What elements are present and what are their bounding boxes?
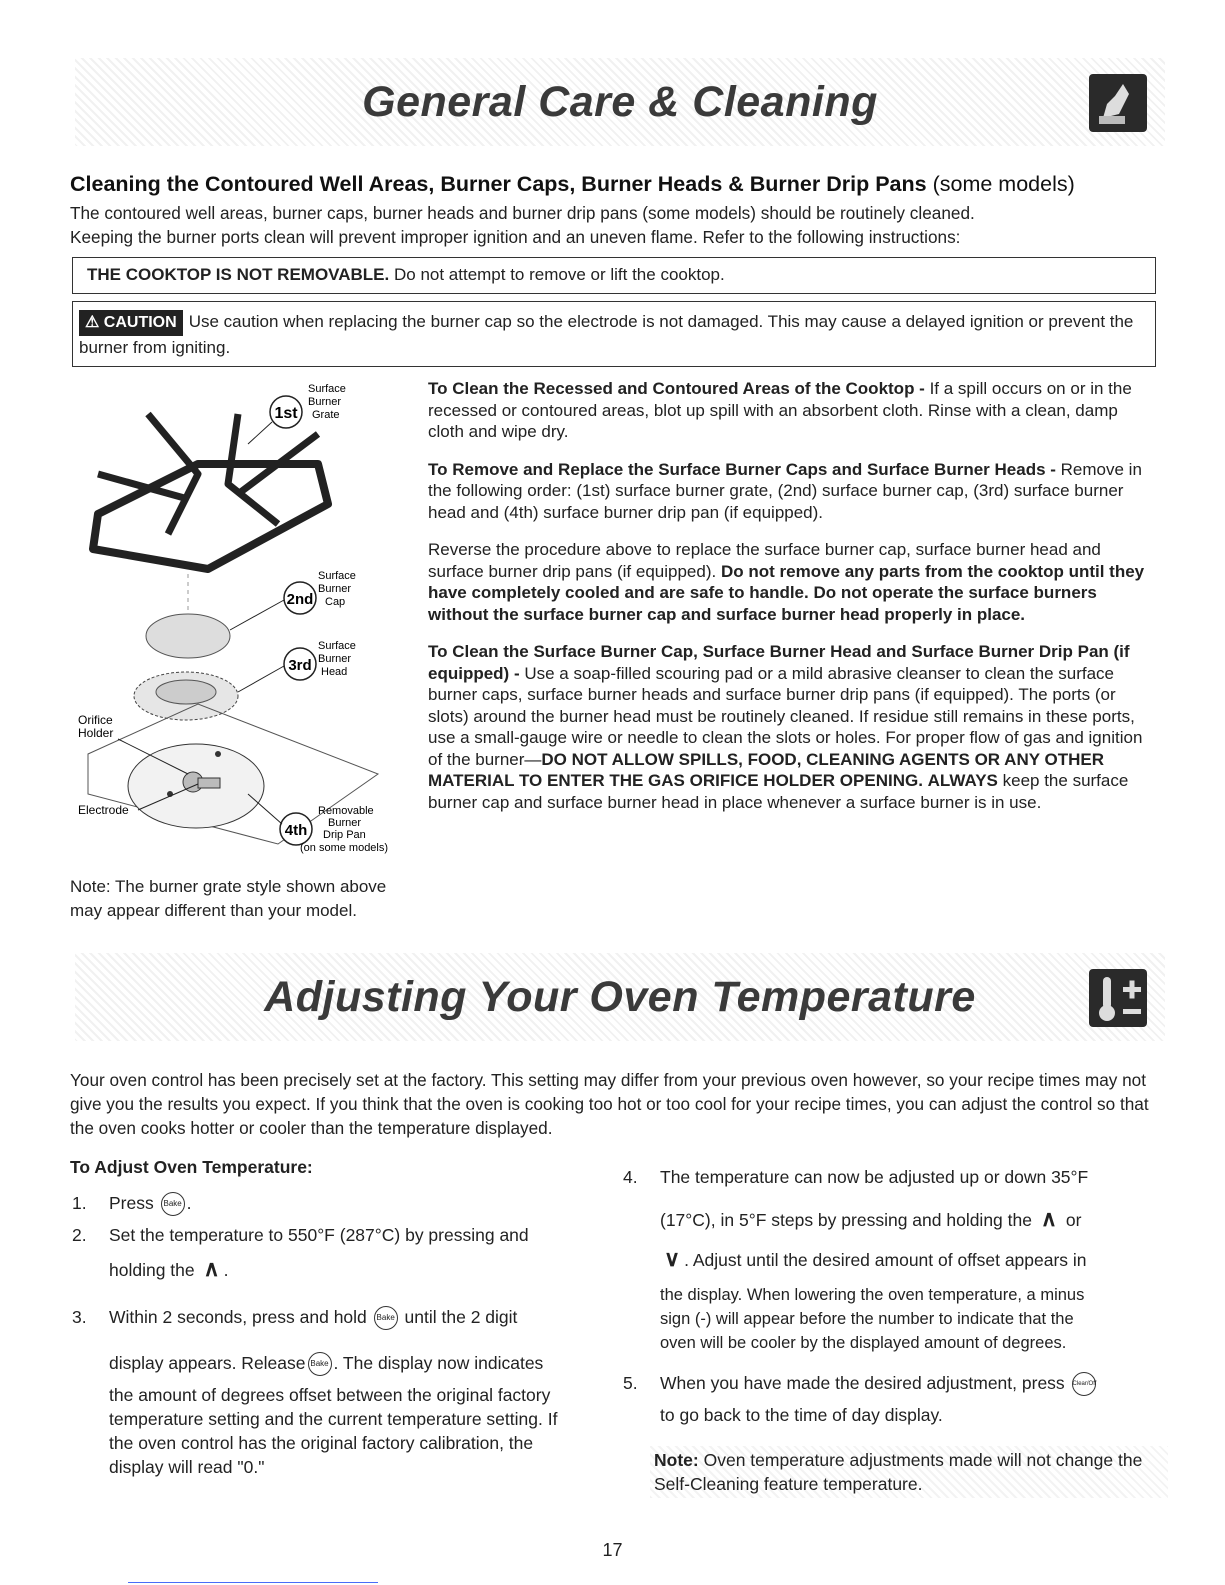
bake-key-icon: Bake [308, 1352, 332, 1376]
cleaning-instructions [428, 378, 1158, 829]
instruction-remove-replace: To Remove and Replace the Surface Burner Caps and Surface Burner Heads - Remove in the following order: (1st) surface burner grate, (2nd) surface burner cap, (3rd) surface burner head and (4th) surface burner drip pan (if equipped). [428, 459, 1142, 522]
caution-notice: ⚠ CAUTION Use caution when replacing the burner cap so the electrode is not damaged. This may cause a delayed ignition or prevent the burner from igniting. [72, 301, 1156, 367]
adjust-steps-heading: To Adjust Oven Temperature: [70, 1157, 313, 1177]
up-arrow-icon: ∧ [1040, 1206, 1057, 1231]
down-arrow-icon: ∨ [664, 1246, 681, 1271]
svg-text:Surface: Surface [318, 570, 356, 582]
instruction-recessed-areas: To Clean the Recessed and Contoured Areas of the Cooktop - If a spill occurs on or in the recessed or contoured areas, blot up spill with an absorbent cloth. Rinse with a clean, damp cloth and wipe dry. [428, 379, 1132, 441]
svg-text:2nd: 2nd [286, 591, 314, 608]
up-arrow-icon: ∧ [203, 1256, 220, 1281]
care-banner [75, 58, 1165, 146]
svg-text:Burner: Burner [318, 653, 352, 665]
thermometer-plus-minus-icon [1089, 969, 1147, 1027]
svg-text:Surface: Surface [318, 640, 356, 652]
bake-key-icon: Bake [161, 1192, 185, 1216]
caution-badge: ⚠ CAUTION [79, 310, 183, 336]
cleaning-heading: Cleaning the Contoured Well Areas, Burner Caps, Burner Heads & Burner Drip Pans (some models) [70, 172, 1075, 196]
diagram-note: Note: The burner grate style shown above may appear different than your model. [70, 877, 387, 920]
burner-cap-illustration [146, 614, 230, 658]
banner-title: General Care & Cleaning [362, 78, 878, 126]
svg-text:Burner: Burner [318, 583, 352, 595]
not-removable-notice: THE COOKTOP IS NOT REMOVABLE. Do not attempt to remove or lift the cooktop. [72, 257, 1156, 294]
svg-text:4th: 4th [284, 822, 308, 839]
step-2: 2. Set the temperature to 550°F (287°C) by pressing and holding the ∧ . [72, 1225, 529, 1281]
step-4: 4. The temperature can now be adjusted up or down 35°F (17°C), in 5°F steps by pressing and holding the ∧ or ∨ . Adjust until the desired amount of offset appears in the display. When lowering the oven temperature, a minus sign (-) will appear before the number to indicate that the oven will be cooler by the displayed amount of degrees. [623, 1167, 1089, 1352]
svg-text:Grate: Grate [312, 409, 340, 421]
oven-temp-banner [75, 953, 1165, 1041]
svg-text:(on some models): (on some models) [300, 842, 389, 854]
cleaning-hand-icon [1089, 74, 1147, 132]
svg-text:Head: Head [321, 666, 348, 678]
svg-text:Surface: Surface [308, 383, 346, 395]
adjust-intro: Your oven control has been precisely set at the factory. This setting may differ from your previous oven however, so your recipe times may not give you the results you expect. If you think that the oven is cooking too hot or too cool for your recipe times, you can adjust the control so that the oven cooks hotter or cooler than the temperature displayed. [70, 1070, 1149, 1138]
page-number: 17 [602, 1540, 623, 1560]
svg-text:Burner: Burner [328, 817, 362, 829]
svg-text:Drip Pan: Drip Pan [323, 829, 366, 841]
instruction-clean-cap-head: To Clean the Surface Burner Cap, Surface Burner Head and Surface Burner Drip Pan (if equipped) - Use a soap-filled scouring pad or a mild abrasive cleanser to clean the surface burner caps, surface burner heads and surface burner drip pans (if equipped). The ports (or slots) around the burner head must be routinely cleaned. If residue still remains in these ports, use a small-gauge wire or needle to clean the slots or holes. For proper flow of gas and ignition of the burner—DO NOT ALLOW SPILLS, FOOD, CLEANING AGENTS OR ANY OTHER MATERIAL TO ENTER THE GAS ORIFICE HOLDER OPENING. ALWAYS keep the surface burner cap and surface burner head in place whenever a surface burner is in use. [428, 642, 1143, 812]
step-5: 5. When you have made the desired adjustment, press Clear/Off to go back to the time of day display. [623, 1373, 1097, 1425]
bake-key-icon: Bake [374, 1306, 398, 1330]
burner-grate-illustration [93, 414, 328, 569]
self-clean-note: Note: Oven temperature adjustments made will not change the Self-Cleaning feature temperature. [650, 1446, 1168, 1498]
svg-text:Cap: Cap [325, 596, 346, 608]
svg-text:Orifice: Orifice [78, 713, 113, 727]
step-3: 3. Within 2 seconds, press and hold Bake until the 2 digit display appears. Release Bake . The display now indicates the amount of degrees offset between the original factory temperature setting and the current temperature setting. If the oven control has the original factory calibration, the display will read "0." [72, 1307, 558, 1477]
svg-text:Holder: Holder [78, 726, 114, 740]
footer-rule [128, 1582, 378, 1583]
svg-text:Removable: Removable [318, 805, 374, 817]
svg-text:Burner: Burner [308, 396, 342, 408]
svg-text:1st: 1st [274, 405, 298, 422]
banner-title: Adjusting Your Oven Temperature [264, 973, 976, 1021]
instruction-reverse: Reverse the procedure above to replace the surface burner cap, surface burner head and surface burner drip pans (if equipped). Do not remove any parts from the cooktop until they have completely cooled and are safe to handle. Do not operate the surface burners without the surface burner cap and surface burner head properly in place. [428, 540, 1145, 624]
svg-text:Electrode: Electrode [78, 803, 129, 817]
burner-exploded-diagram [78, 374, 408, 854]
svg-text:3rd: 3rd [288, 657, 312, 674]
cleaning-intro: The contoured well areas, burner caps, burner heads and burner drip pans (some models) should be routinely cleaned. Keeping the burner ports clean will prevent improper ignition and an uneven flame. Refer to the following instructions: [70, 203, 975, 247]
clear-off-key-icon: Clear/Off [1072, 1372, 1096, 1396]
